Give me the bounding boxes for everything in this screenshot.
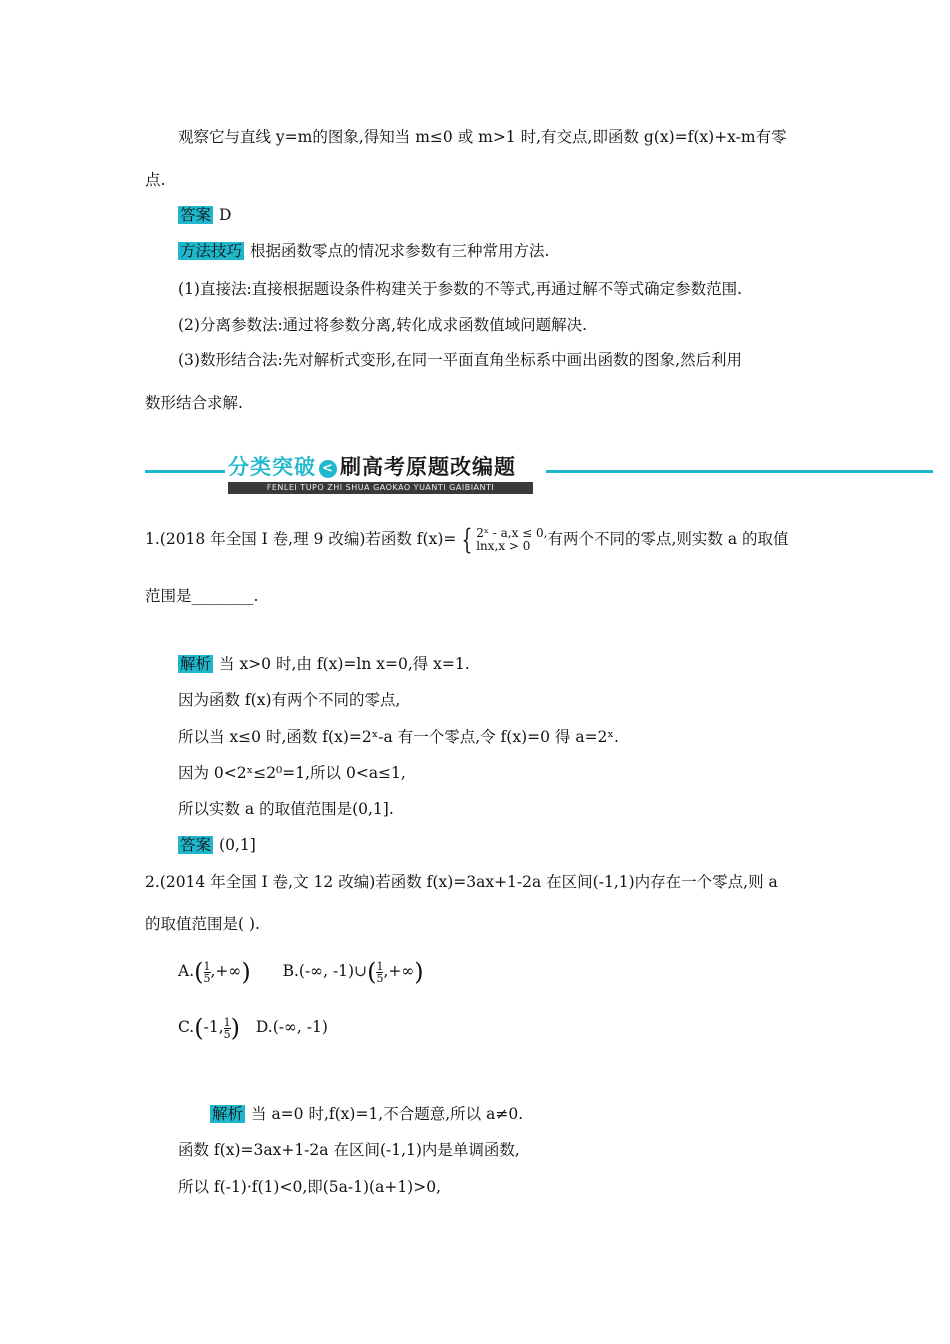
option-a-b: A.( $\frac{1}{5}$ ,+∞) B.(-∞, -1)∪( $\frac{1}{5}$ ,+∞) xyxy=(178,958,424,986)
option-c-d: C.(-1, $\frac{1}{5}$ ) D.(-∞, -1) xyxy=(178,1014,328,1042)
answer-tag: 答案 xyxy=(180,206,212,224)
solution-1-line-5: 所以实数 a 的取值范围是(0,1]. xyxy=(178,800,394,818)
solution-2-line-3: 所以 f(-1)·f(1)<0,即(5a-1)(a+1)>0, xyxy=(178,1178,442,1196)
banner-subtitle: FENLEI TUPO ZHI SHUA GAOKAO YUANTI GAIBIANTI xyxy=(228,482,533,494)
option-c-label: C. xyxy=(178,1018,195,1036)
banner-title-b: 刷高考原题改编题 xyxy=(340,455,516,479)
solution-2-text: 当 a=0 时,f(x)=1,不合题意,所以 a≠0. xyxy=(251,1105,524,1123)
chevron-left-icon: < xyxy=(319,460,337,478)
solution-tag: 解析 xyxy=(180,655,212,673)
solution-1-line-3: 所以当 x≤0 时,函数 f(x)=2ˣ-a 有一个零点,令 f(x)=0 得 a=2ˣ. xyxy=(178,728,619,746)
fraction: $\frac{1}{5}$ xyxy=(376,959,384,985)
solution-2-line-1 xyxy=(210,1104,523,1124)
question-2-line-2: 的取值范围是( ). xyxy=(145,915,260,933)
question-1-line-2: 范围是________. xyxy=(145,587,259,605)
answer-text: (0,1] xyxy=(219,836,256,854)
solution-tag: 解析 xyxy=(212,1105,244,1123)
method-item-3-cont: 数形结合求解. xyxy=(145,394,243,412)
solution-1-line-1 xyxy=(178,654,470,674)
answer-text: D xyxy=(219,206,232,224)
section-banner xyxy=(228,454,533,494)
method-tag: 方法技巧 xyxy=(180,242,243,260)
option-d: D.(-∞, -1) xyxy=(255,1018,328,1036)
method-item-3: (3)数形结合法:先对解析式变形,在同一平面直角坐标系中画出函数的图象,然后利用 xyxy=(178,351,743,369)
banner-rule-right xyxy=(546,470,933,473)
solution-2-line-2: 函数 f(x)=3ax+1-2a 在区间(-1,1)内是单调函数, xyxy=(178,1141,520,1159)
brace-icon: { xyxy=(461,523,473,556)
question-1-prefix: 1.(2018 年全国 Ⅰ 卷,理 9 改编)若函数 f(x)= xyxy=(145,530,457,548)
question-1 xyxy=(145,522,789,556)
fraction: $\frac{1}{5}$ xyxy=(223,1015,231,1041)
answer-tag: 答案 xyxy=(180,836,212,854)
paragraph-line: 点. xyxy=(145,171,166,189)
solution-1-line-4: 因为 0<2ˣ≤2⁰=1,所以 0<a≤1, xyxy=(178,764,406,782)
fraction: $\frac{1}{5}$ xyxy=(203,959,211,985)
answer-2 xyxy=(178,835,256,855)
answer-1 xyxy=(178,205,231,225)
question-1-suffix: 有两个不同的零点,则实数 a 的取值 xyxy=(547,530,789,548)
solution-1-text: 当 x>0 时,由 f(x)=ln x=0,得 x=1. xyxy=(219,655,470,673)
method-intro xyxy=(178,241,549,261)
option-b-label: B.(-∞, -1)∪ xyxy=(282,962,368,980)
method-item-2: (2)分离参数法:通过将参数分离,转化成求函数值域问题解决. xyxy=(178,316,588,334)
banner-title xyxy=(228,454,516,480)
piece-row-2: lnx,x > 0 xyxy=(476,539,531,553)
option-a-label: A. xyxy=(178,962,195,980)
piecewise-function xyxy=(458,523,548,556)
method-item-1: (1)直接法:直接根据题设条件构建关于参数的不等式,再通过解不等式确定参数范围. xyxy=(178,280,743,298)
banner-title-a: 分类突破 xyxy=(228,455,316,479)
solution-1-line-2: 因为函数 f(x)有两个不同的零点, xyxy=(178,691,401,709)
piece-row-1: 2ˣ - a,x ≤ 0, xyxy=(476,526,548,540)
question-2: 2.(2014 年全国 Ⅰ 卷,文 12 改编)若函数 f(x)=3ax+1-2a 在区间(-1,1)内存在一个零点,则 a xyxy=(145,873,778,891)
method-intro-text: 根据函数零点的情况求参数有三种常用方法. xyxy=(250,242,550,260)
paragraph-line: 观察它与直线 y=m的图象,得知当 m≤0 或 m>1 时,有交点,即函数 g(x)=f(x)+x-m有零 xyxy=(178,128,787,146)
banner-rule-left xyxy=(145,470,225,473)
